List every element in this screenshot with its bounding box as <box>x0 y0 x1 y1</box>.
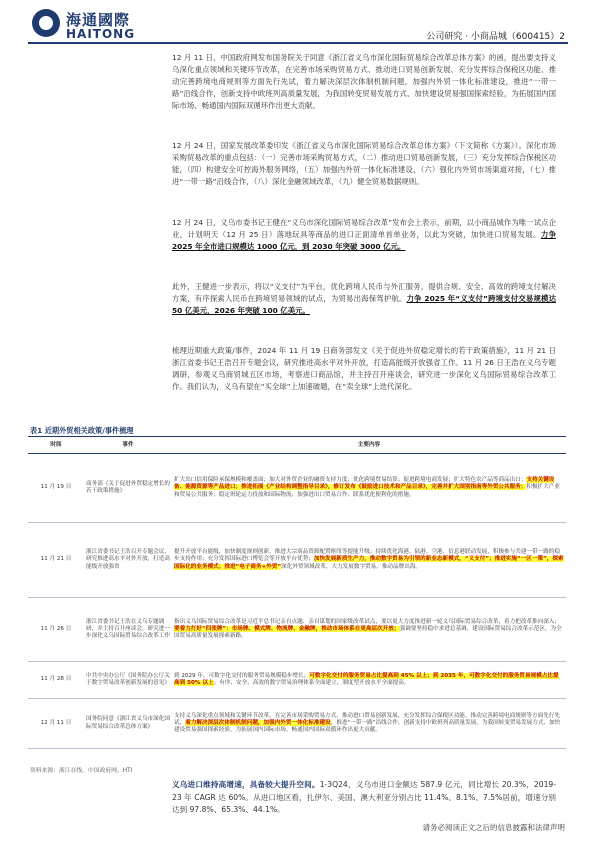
table-header-time: 时间 <box>28 438 84 454</box>
content-highlight: 加快发展新质生产力，推动数字贸易为引领的新业态新模式，“义支付”；推进实施“一区一策”，探索国际化的业务模式；推进“电子商务+外贸” <box>174 556 564 570</box>
row-event: 商务部《关于促进外贸稳定增长的若干政策措施》 <box>84 454 172 523</box>
header-divider <box>28 42 568 44</box>
row-time: 11 月 28 日 <box>28 662 84 699</box>
row-event: 国务院同意《浙江省义乌市深化国际贸易综合改革总体方案》 <box>84 699 172 749</box>
paragraph-import-growth <box>172 779 556 817</box>
row-time: 11 月 21 日 <box>28 523 84 598</box>
row-content <box>172 523 566 598</box>
row-time: 11 月 19 日 <box>28 454 84 523</box>
paragraph-ndrc-plan: 12 月 24 日，国家发展改革委印发《浙江省义乌市深化国际贸易综合改革总体方案》（下文简称《方案》）。深化市场采购贸易改革的重点包括：（一）完善市场采购贸易方式，（二）推动进口贸易创新发展，（三）充分发挥综合保税区功能，（四）构建安全可控海外服务网络，（五）加强内外贸一体化标准建设，（六）强化内外贸市场渠道对接，（七）推进“一带一路”沿线合作，（八）深化金融领域改革，（九）健全贸易数据规则。 <box>172 141 556 187</box>
report-header-title: 公司研究 · 小商品城（600415）2 <box>426 32 565 42</box>
table-source: 资料来源：浙江在线，中国政府网，HTI <box>30 768 133 774</box>
content-plain: 支持义乌深化重点领域和关键环节改革，在完善市场采购贸易方式、推动进口贸易创新发展、充分发挥综合保税区功能、推动完善跨境电商规则等方面先行先试， <box>174 712 560 726</box>
table-row <box>28 662 566 699</box>
content-tail: ，推进“一带一路”沿线合作，创新支持中欧班列高质量发展，为我国转变贸易发展方式、加快建设贸易强国探索经验，为拓展国内国际市场、畅通国内国际双循环作出更大贡献。 <box>174 719 561 734</box>
content-tail: ；有序、安全、高效的数字贸易治理体系全面建立，制度型开放水平全面提高。 <box>213 680 410 686</box>
logo-english-text: HAITONG <box>66 27 136 41</box>
row-content <box>172 454 566 523</box>
row-event: 中共中央办公厅《国务院办公厅关于数字贸易改革创新发展的意见》 <box>84 662 172 699</box>
content-plain: 指出义乌国际贸易综合改革是习近平总书记亲自点题、亲自谋划的国家级改革试点，要以更大力度推进新一轮义乌国际贸易综合改革，着力把改革推向深入； <box>174 618 560 625</box>
disclaimer-footer: 请务必阅读正文之后的信息披露和法律声明 <box>422 823 565 832</box>
paragraph-state-council: 12 月 11 日，中国政府网发布国务院关于同意《浙江省义乌市深化国际贸易综合改革总体方案》的函，提出要支持义乌深化重点领域和关键环节改革，在完善市场采购贸易方式、推动进口贸易创新发展、充分发挥综合保税区功能、推动完善跨境电商规则等方面先行先试，着力解决深层次体制机制问题，加强内外贸一体化标准建设，推进“一带一路”沿线合作，创新支持中欧班列高质量发展，为我国转变贸易发展方式、加快建设贸易强国探索经验，为拓展国内国际市场、畅通国内国际双循环作出更大贡献。 <box>172 53 556 111</box>
content-highlight: 着力解决深层次体制机制问题，加强内外贸一体化标准建设 <box>185 719 331 726</box>
row-content <box>172 662 566 699</box>
import-growth-headline: 义乌进口维持高增速，具备较大提升空间。 <box>172 780 320 789</box>
paragraph-yizhifu <box>172 281 556 317</box>
content-plain: 到 2029 年，可数字化交付的服务贸易规模稳步增长； <box>174 672 310 679</box>
logo-chinese-text: 海通國際 <box>66 11 131 29</box>
yizhifu-text: 此外，王健进一步表示，将以“义支付”为平台，优化跨境人民币与外汇服务，提供合规、安全、高效的跨境支付解决方案，有序探索人民币在跨境贸易领域的试点，为贸易出海保驾护航。 <box>172 282 556 304</box>
import-goals-target: 力争 2025 年全市进口规模达 1000 亿元，到 2030 年突破 3000 亿元。 <box>172 230 556 252</box>
table-title-divider <box>28 436 566 437</box>
yizhifu-target: 力争 2025 年“义支付”跨境支付交易规模达 50 亿美元，2026 年突破 100 亿美元。 <box>172 294 556 316</box>
haitong-logo-icon <box>32 9 60 37</box>
table-row <box>28 699 566 749</box>
policy-table <box>28 438 566 749</box>
table-header-row <box>28 438 566 454</box>
paragraph-import-goals <box>172 217 556 253</box>
import-growth-text: 1-3Q24，义乌市进口金额达 587.9 亿元，同比增长 20.3%，2019-23 年 CAGR 达 60%。从进口地区看，扎伊尔、美国、澳大利亚分别占比 11.4%、8.1%、7.5%居前，增速分别达到 97.8%、65.3%、44.1%。 <box>172 780 556 814</box>
content-highlight: 支持关键设备、能源资源等产品进口；推进拓展《产业结构调整指导目录》，修订发布《鼓励进口技术和产品目录》，完善并扩大国别指南等外贸公共服务； <box>174 477 555 491</box>
table-title: 表1 近期外贸相关政策/事件梳理 <box>30 426 134 435</box>
content-tail: 强调要坚持稳中求进总基调，建设国际贸易综合改革示范区，为全国贸易高质量发展探索新路。 <box>174 625 562 640</box>
row-time: 11 月 26 日 <box>28 598 84 662</box>
table-header-content: 主要内容 <box>172 438 566 454</box>
row-content <box>172 699 566 749</box>
table-row <box>28 523 566 598</box>
content-highlight: 要着力打好“四张牌”：市场牌、模式牌、物流牌、金融牌，推动市场体系在更高层次开放； <box>174 625 400 632</box>
content-highlight: 可数字化交付的服务贸易占比提高到 45% 以上；到 2035 年，可数字化交付的服务贸易规模占比提高到 50% 以上 <box>174 672 559 686</box>
paragraph-policy-summary: 梳理近期重大政策/事件，2024 年 11 月 19 日商务部发文《关于促进外贸稳定增长的若干政策措施》，11 月 21 日浙江省委书记王浩召开专题会议，研究推进高水平对外开放，打造高能级开放强省工作。11 月 26 日王浩在义乌专题调研，参观义乌商贸城五区市场，考察进口商品馆，并主持召开座谈会，研究进一步深化义乌国际贸易综合改革工作。我们认为，义乌有望在“买全球”上加速破题，在“卖全球”上迭代深化。 <box>172 346 556 392</box>
content-tail: 积极扩大产业和贸易公共服务；稳定班轮运力投放和国际物流；加强进出口贸易合作；联系优化便利化的措施。 <box>174 484 560 498</box>
content-tail: 深化外贸领域改革，大力发展数字贸易，推动品牌出海。 <box>281 563 421 570</box>
table-row <box>28 454 566 523</box>
table-header-event: 事件 <box>84 438 172 454</box>
table-row <box>28 598 566 662</box>
row-time: 12 月 11 日 <box>28 699 84 749</box>
content-plain: 提升开放平台能级，加快制度规则创新，推进大宗商品资源配置枢纽等提能升级；持续优化海港、陆港、空港、信息港联动发展，积极参与共建一带一路的稳步支持作用；充分发挥国际进口博览会等开放平台优势； <box>174 549 560 563</box>
row-content <box>172 598 566 662</box>
row-event: 浙江省委书记王浩在义乌专题调研，并主持召开座谈会，研究进一步深化义乌国际贸易综合改革工作 <box>84 598 172 662</box>
content-plain: 扩大出口信用保险承保规模和覆盖面；加大对外贸企业的融资支持力度；优化跨境贸易结算；促进跨境电商发展；扩大特色农产品等商品出口； <box>174 477 527 484</box>
import-goals-text: 12 月 24 日，义乌市委书记王健在“义乌市深化国际贸易综合改革”发布会上表示，前期，以小商品城作为唯一试点企业，计划明天（12 月 25 日）落地玩具等商品的进口正面清单首单业务，以此为突破，加快进口贸易发展。 <box>172 218 556 240</box>
row-event: 浙江省委书记王浩召开专题会议，研究推进高水平对外开放，打造高能级开放强省 <box>84 523 172 598</box>
